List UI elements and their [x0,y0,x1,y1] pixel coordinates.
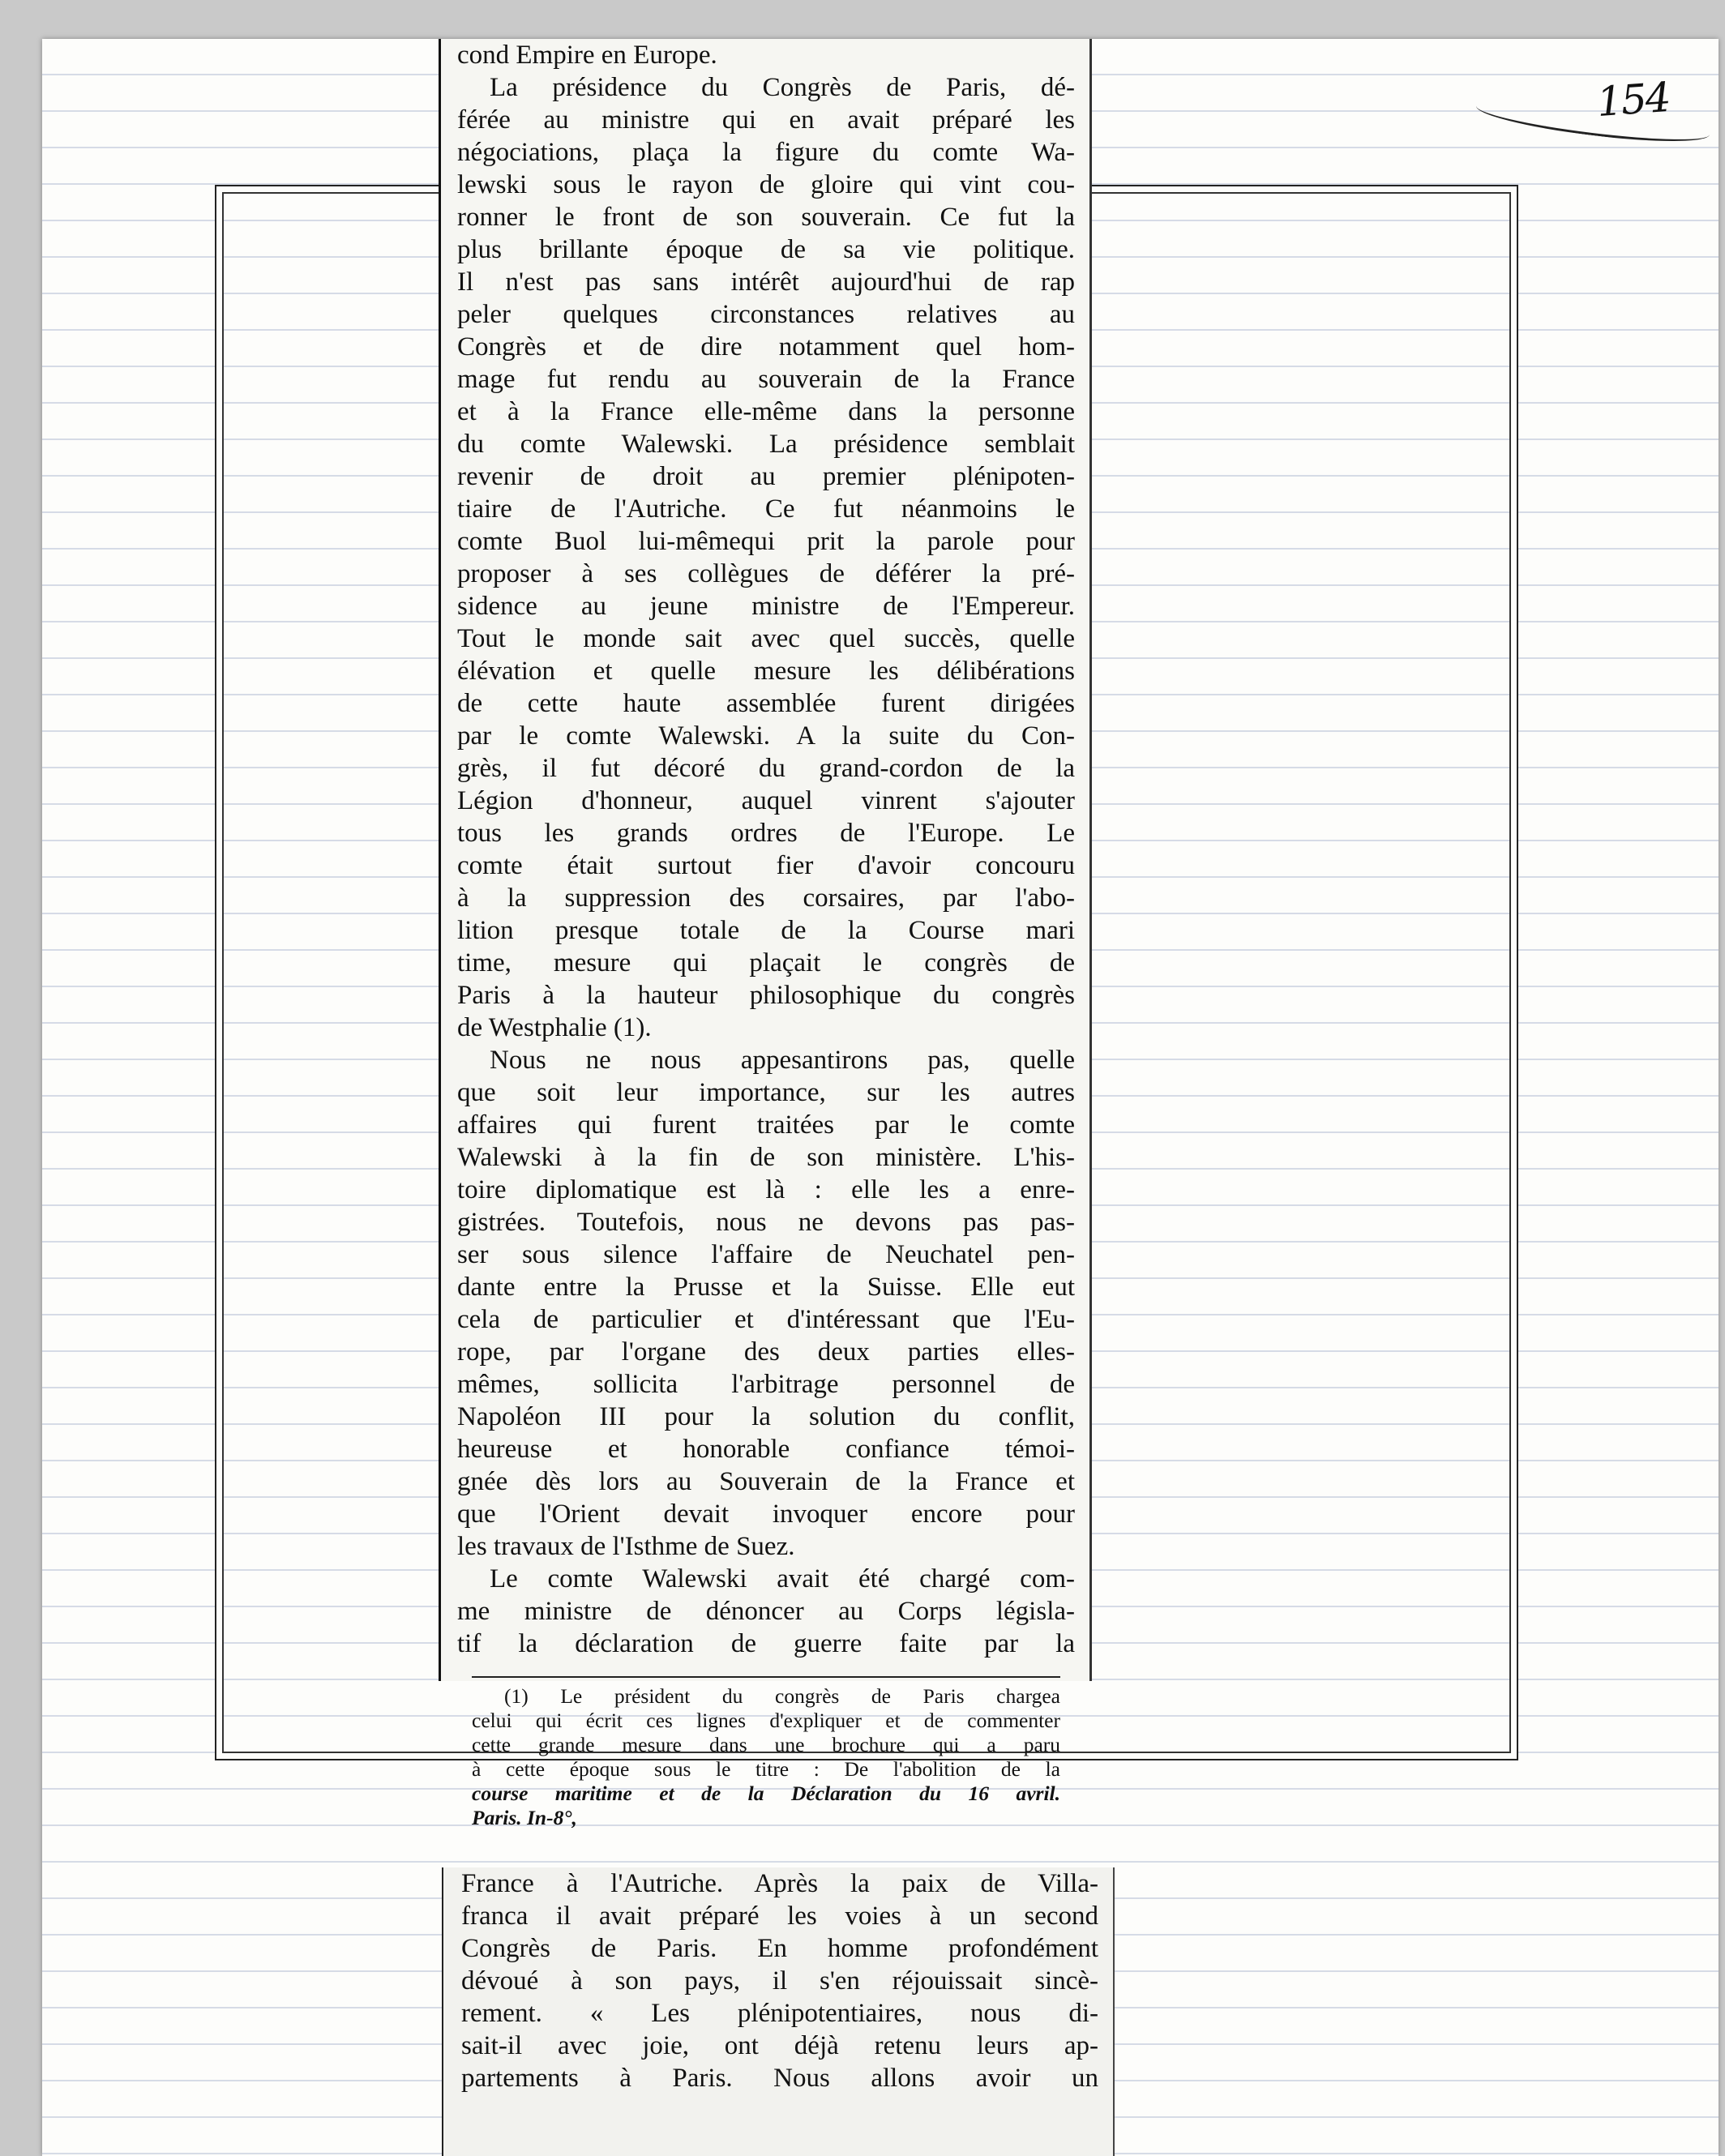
text-line: tous les grands ordres de l'Europe. Le [457,819,1075,848]
footnote-line: à cette époque sous le titre : De l'abolition de la [472,1757,1060,1781]
newspaper-clipping-continuation [442,1867,1115,2156]
text-line: par le comte Walewski. A la suite du Con- [457,721,1075,751]
text-line: sidence au jeune ministre de l'Empereur. [457,592,1075,621]
text-line: me ministre de dénoncer au Corps législa- [457,1597,1075,1626]
footnote-line: (1) Le président du congrès de Paris chargea [504,1684,1060,1708]
footnote-line: cette grande mesure dans une brochure qui a paru [472,1733,1060,1756]
text-line: cela de particulier et d'intéressant que l'Eu- [457,1305,1075,1334]
text-line: comte était surtout fier d'avoir concouru [457,851,1075,880]
text-line: ronner le front de son souverain. Ce fut la [457,203,1075,232]
text-line: de cette haute assemblée furent dirigées [457,689,1075,718]
text-line: La présidence du Congrès de Paris, dé- [490,73,1075,102]
text-line: lewski sous le rayon de gloire qui vint cou- [457,170,1075,199]
text-line: dante entre la Prusse et la Suisse. Elle eut [457,1273,1075,1302]
continuation-text-column [461,1867,1098,2094]
text-line: comte Buol lui-mêmequi prit la parole pour [457,527,1075,556]
text-line: Walewski à la fin de son ministère. L'his- [457,1143,1075,1172]
text-line: élévation et quelle mesure les délibérations [457,657,1075,686]
text-line: time, mesure qui plaçait le congrès de [457,948,1075,977]
text-line: revenir de droit au premier plénipoten- [457,462,1075,491]
page-number: 154 [1595,73,1671,126]
text-line: Il n'est pas sans intérêt aujourd'hui de rap [457,267,1075,297]
text-line: proposer à ses collègues de déférer la pré- [457,559,1075,588]
text-line: du comte Walewski. La présidence semblait [457,430,1075,459]
text-line: Légion d'honneur, auquel vinrent s'ajouter [457,786,1075,815]
text-line: affaires qui furent traitées par le comte [457,1110,1075,1140]
text-line: grès, il fut décoré du grand-cordon de la [457,754,1075,783]
text-line: heureuse et honorable confiance témoi- [457,1435,1075,1464]
text-line: que l'Orient devait invoquer encore pour [457,1499,1075,1529]
text-line: mêmes, sollicita l'arbitrage personnel de [457,1370,1075,1399]
page-number-underline [1475,91,1711,149]
text-line: sait-il avec joie, ont déjà retenu leurs ap- [461,2031,1098,2060]
text-line: toire diplomatique est là : elle les a enre- [457,1175,1075,1204]
text-line: gistrées. Toutefois, nous ne devons pas pas- [457,1208,1075,1237]
text-line: France à l'Autriche. Après la paix de Villa- [461,1869,1098,1898]
footnote-line: course maritime et de la Déclaration du 16 avril. [472,1782,1060,1805]
text-line: peler quelques circonstances relatives au [457,300,1075,329]
footnote-line: Paris. In-8°, [472,1806,577,1829]
text-line: plus brillante époque de sa vie politique. [457,235,1075,264]
text-line: Nous ne nous appesantirons pas, quelle [490,1046,1075,1075]
text-line: Congrès de Paris. En homme profondément [461,1934,1098,1963]
text-line: que soit leur importance, sur les autres [457,1078,1075,1107]
text-line: ser sous silence l'affaire de Neuchatel pen- [457,1240,1075,1269]
newspaper-clipping-main [439,39,1092,1829]
text-line: Tout le monde sait avec quel succès, quelle [457,624,1075,653]
text-line: rement. « Les plénipotentiaires, nous di- [461,1999,1098,2028]
text-line: cond Empire en Europe. [457,41,717,70]
text-line: dévoué à son pays, il s'en réjouissait sincè- [461,1966,1098,1996]
text-line: Le comte Walewski avait été chargé com- [490,1564,1075,1593]
text-line: gnée dès lors au Souverain de la France et [457,1467,1075,1496]
text-line: tiaire de l'Autriche. Ce fut néanmoins le [457,494,1075,524]
text-line: lition presque totale de la Course mari [457,916,1075,945]
text-line: Congrès et de dire notamment quel hom- [457,332,1075,361]
text-line: et à la France elle-même dans la personne [457,397,1075,426]
text-line: rope, par l'organe des deux parties elles- [457,1337,1075,1367]
text-line: férée au ministre qui en avait préparé les [457,105,1075,135]
clipping-text-column [457,39,1075,1660]
text-line: de Westphalie (1). [457,1013,652,1042]
text-line: les travaux de l'Isthme de Suez. [457,1532,795,1561]
text-line: partements à Paris. Nous allons avoir un [461,2064,1098,2093]
text-line: Paris à la hauteur philosophique du congrès [457,981,1075,1010]
text-line: négociations, plaça la figure du comte Wa- [457,138,1075,167]
text-line: franca il avait préparé les voies à un second [461,1901,1098,1931]
text-line: mage fut rendu au souverain de la France [457,365,1075,394]
text-line: tif la déclaration de guerre faite par la [457,1629,1075,1658]
footnote-line: celui qui écrit ces lignes d'expliquer et de commenter [472,1709,1060,1732]
text-line: à la suppression des corsaires, par l'abo- [457,883,1075,913]
text-line: Napoléon III pour la solution du conflit, [457,1402,1075,1431]
footnote [472,1676,1060,1830]
